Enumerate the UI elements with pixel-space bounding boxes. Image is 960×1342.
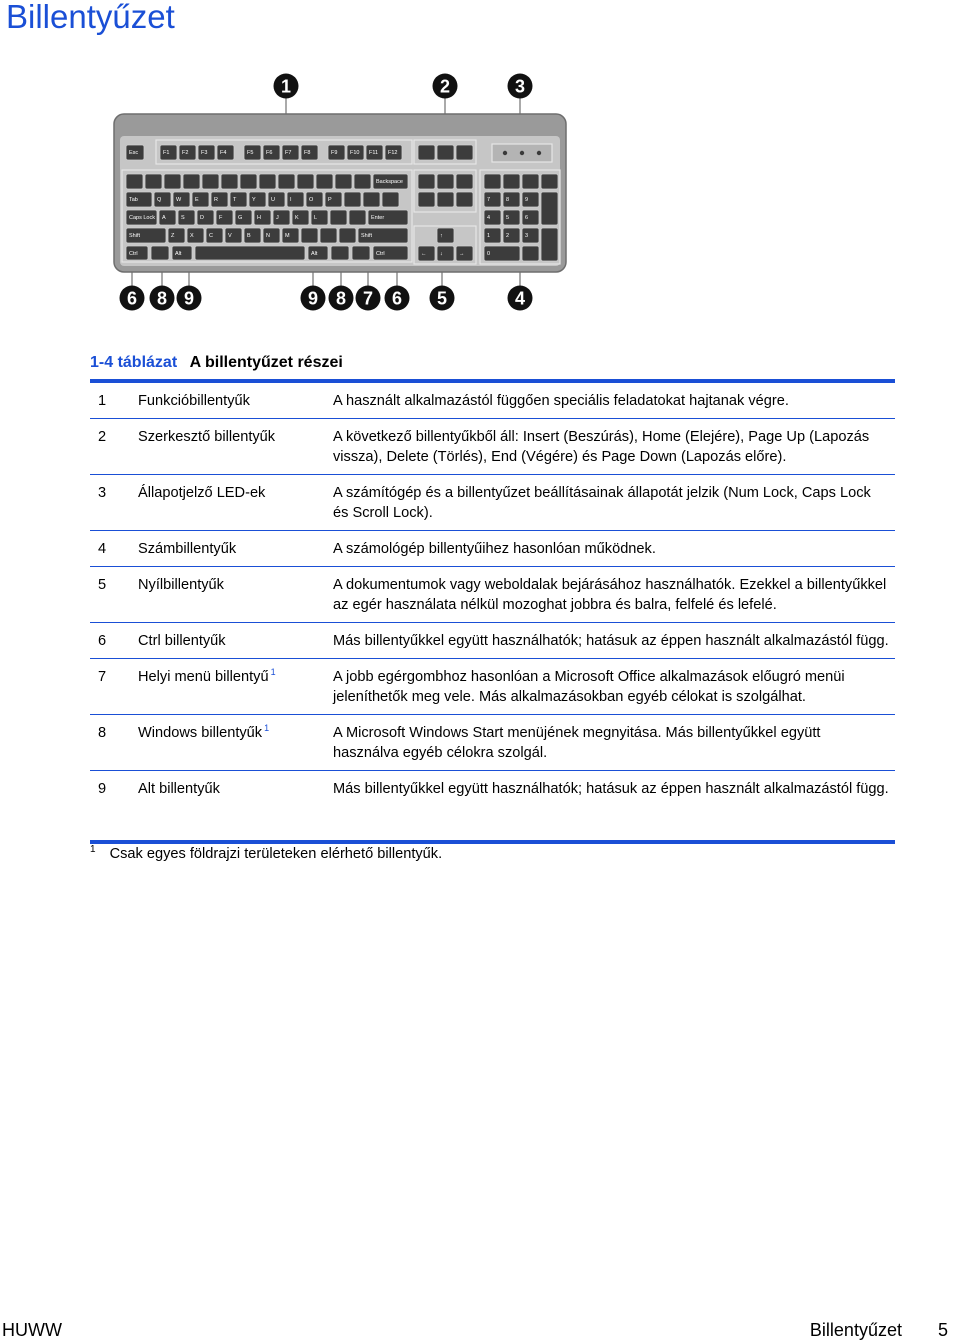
key-label: ↓: [440, 251, 443, 257]
editing-key: [437, 174, 454, 189]
footnote-reference: 1: [264, 723, 270, 734]
key-label: 8: [506, 197, 510, 203]
key-label: F10: [350, 150, 360, 156]
row-key-name-text: Szerkesztő billentyűk: [138, 429, 276, 445]
footer-page-number: 5: [937, 1320, 948, 1340]
row-key-name-text: Helyi menü billentyű: [138, 669, 269, 685]
key-label: ←: [421, 251, 427, 257]
key-label: Z: [171, 233, 175, 239]
punctuation-key: [330, 210, 347, 225]
row-number: 8: [98, 725, 107, 741]
key-label: R: [214, 197, 218, 203]
key-label: D: [200, 215, 204, 221]
key-label: Alt: [311, 251, 318, 257]
table-row: [90, 531, 895, 567]
editing-key: [437, 145, 454, 160]
keyboard-figure: [108, 62, 578, 320]
row-description: A dokumentumok vagy weboldalak bejárásához használhatók. Ezekkel a billentyűkkel az egér használata nélkül mozoghat jobbra és balra, felfelé és lefelé.: [333, 577, 887, 613]
key-label: Caps Lock: [129, 215, 155, 221]
number-row-key: [202, 174, 219, 189]
key-label: F4: [220, 150, 227, 156]
row-key-name: [138, 391, 333, 411]
row-number: 6: [98, 633, 107, 649]
key-label: 3: [525, 233, 529, 239]
numpad-key: [522, 174, 539, 189]
key-label: F11: [369, 150, 379, 156]
key-label: W: [176, 197, 182, 203]
editing-key: [456, 174, 473, 189]
parts-table: [90, 383, 895, 806]
editing-key: [456, 192, 473, 207]
punctuation-key: [320, 228, 337, 243]
row-key-name: [138, 483, 333, 523]
key-label: N: [266, 233, 270, 239]
status-led: [520, 151, 524, 155]
numpad-decimal-key: [522, 246, 539, 261]
row-key-name-text: Ctrl billentyűk: [138, 633, 226, 649]
key-label: 2: [506, 233, 510, 239]
key-label: 9: [525, 197, 529, 203]
callout-number: 9: [307, 288, 319, 309]
table-row: [90, 659, 895, 715]
editing-key: [456, 145, 473, 160]
row-description: Más billentyűkkel együtt használhatók; hatásuk az éppen használt alkalmazástól függ.: [333, 633, 889, 649]
footnote-text: Csak egyes földrajzi területeken elérhető billentyűk.: [109, 846, 443, 862]
menu-key: [352, 246, 370, 260]
key-label: 1: [487, 233, 491, 239]
number-row-key: [126, 174, 143, 189]
key-label: F6: [266, 150, 273, 156]
key-label: U: [271, 197, 275, 203]
row-key-name: [138, 427, 333, 467]
row-number: 4: [98, 541, 107, 557]
row-key-name: [138, 575, 333, 615]
right-windows-key: [331, 246, 349, 260]
row-key-name-text: Funkcióbillentyűk: [138, 393, 250, 409]
numpad-plus-key: [541, 192, 558, 225]
punctuation-key: [349, 210, 366, 225]
row-key-name-text: Windows billentyűk: [138, 725, 263, 741]
table-number: 1-4 táblázat: [90, 354, 178, 371]
key-label: T: [233, 197, 237, 203]
table-row: [90, 475, 895, 531]
callout-number: 7: [362, 288, 374, 309]
status-led: [537, 151, 541, 155]
key-label: Backspace: [376, 179, 403, 185]
number-row-key: [221, 174, 238, 189]
key-label: 5: [506, 215, 510, 221]
key-label: Shift: [361, 233, 373, 239]
key-label: K: [295, 215, 299, 221]
row-number: 5: [98, 577, 107, 593]
left-windows-key: [151, 246, 169, 260]
table-row: [90, 383, 895, 419]
key-label: F1: [163, 150, 170, 156]
key-label: M: [285, 233, 290, 239]
callout-number: 2: [439, 76, 451, 97]
row-number: 3: [98, 485, 107, 501]
callout-number: 5: [436, 288, 448, 309]
row-key-name: [138, 667, 333, 707]
numpad-key: [484, 174, 501, 189]
key-label: 6: [525, 215, 529, 221]
key-label: X: [190, 233, 194, 239]
row-description: A jobb egérgombhoz hasonlóan a Microsoft Office alkalmazások előugró menüi jeleníthetők meg vele. Más alkalmazásokban egyéb célokat is szolgálhat.: [333, 669, 845, 705]
callout-number: 1: [280, 76, 292, 97]
number-row-key: [145, 174, 162, 189]
row-description: A számítógép és a billentyűzet beállításainak állapotát jelzik (Num Lock, Caps Lock és Scroll Lock).: [333, 485, 871, 521]
callout-number: 6: [126, 288, 138, 309]
row-number: 2: [98, 429, 107, 445]
key-label: Alt: [175, 251, 182, 257]
key-label: A: [162, 215, 166, 221]
key-label: G: [238, 215, 243, 221]
punctuation-key: [339, 228, 356, 243]
key-label: F12: [388, 150, 398, 156]
key-label: Y: [252, 197, 256, 203]
key-label: S: [181, 215, 185, 221]
row-key-name: [138, 779, 333, 799]
table-bottom-rule: [90, 840, 895, 844]
row-key-name-text: Állapotjelző LED-ek: [138, 485, 266, 501]
bracket-key: [382, 192, 399, 207]
numpad-key: [503, 174, 520, 189]
table-row: [90, 623, 895, 659]
key-label: P: [328, 197, 332, 203]
row-description: Más billentyűkkel együtt használhatók; hatásuk az éppen használt alkalmazástól függ.: [333, 781, 889, 797]
number-row-key: [164, 174, 181, 189]
number-row-key: [183, 174, 200, 189]
table-row: [90, 771, 895, 806]
key-label: I: [290, 197, 292, 203]
callout-number: 4: [514, 288, 526, 309]
page-footer: [0, 1318, 960, 1342]
key-label: E: [195, 197, 199, 203]
status-led: [503, 151, 507, 155]
key-label: Shift: [129, 233, 141, 239]
bracket-key: [363, 192, 380, 207]
key-label: 0: [487, 251, 491, 257]
editing-key: [418, 174, 435, 189]
row-key-name: [138, 539, 333, 559]
row-number: 9: [98, 781, 107, 797]
row-description: A következő billentyűkből áll: Insert (Beszúrás), Home (Elejére), Page Up (Lapozás vissza), Delete (Törlés), End (Végére) és Page Down (Lapozás előre).: [333, 429, 870, 465]
row-key-name: [138, 631, 333, 651]
footnote: [90, 846, 442, 862]
footnote-mark: 1: [90, 844, 96, 856]
number-row-key: [240, 174, 257, 189]
number-row-key: [335, 174, 352, 189]
callout-number: 8: [335, 288, 347, 309]
editing-key: [437, 192, 454, 207]
table-row: [90, 567, 895, 623]
number-row-key: [278, 174, 295, 189]
footer-doc-code: HUWW: [2, 1320, 62, 1340]
key-label: F9: [331, 150, 338, 156]
number-row-key: [316, 174, 333, 189]
key-label: B: [247, 233, 251, 239]
key-label: →: [459, 251, 465, 257]
table-title: A billentyűzet részei: [189, 354, 343, 371]
callout-number: 8: [156, 288, 168, 309]
row-key-name-text: Nyílbillentyűk: [138, 577, 224, 593]
table-caption: [90, 354, 343, 372]
key-label: F5: [247, 150, 254, 156]
key-label: ↑: [440, 233, 443, 239]
editing-key: [418, 192, 435, 207]
key-label: 7: [487, 197, 491, 203]
key-label: H: [257, 215, 261, 221]
row-description: A Microsoft Windows Start menüjének megnyitása. Más billentyűkkel együtt használva egyéb célokra szolgál.: [333, 725, 821, 761]
key-label: O: [309, 197, 314, 203]
key-label: Q: [157, 197, 162, 203]
number-row-key: [259, 174, 276, 189]
bracket-key: [344, 192, 361, 207]
key-label: F2: [182, 150, 189, 156]
numpad-key: [541, 174, 558, 189]
key-label: Ctrl: [376, 251, 385, 257]
key-label: Ctrl: [129, 251, 138, 257]
key-label: J: [276, 215, 279, 221]
table-row: [90, 715, 895, 771]
row-description: A használt alkalmazástól függően speciális feladatokat hajtanak végre.: [333, 393, 789, 409]
key-label: L: [314, 215, 318, 221]
keyboard-illustration: [108, 62, 578, 320]
key-label: Tab: [129, 197, 138, 203]
key-label: F3: [201, 150, 208, 156]
key-label: F: [219, 215, 223, 221]
number-row-key: [354, 174, 371, 189]
key-label: Enter: [371, 215, 385, 221]
key-label: 4: [487, 215, 491, 221]
table-row: [90, 419, 895, 475]
row-description: A számológép billentyűihez hasonlóan működnek.: [333, 541, 656, 557]
footer-right: [810, 1320, 948, 1341]
space-bar: [195, 246, 305, 260]
numpad-enter-key: [541, 228, 558, 261]
row-key-name: [138, 723, 333, 763]
footnote-reference: 1: [270, 667, 276, 678]
punctuation-key: [301, 228, 318, 243]
key-label: Esc: [129, 150, 139, 156]
callout-number: 6: [391, 288, 403, 309]
row-key-name-text: Alt billentyűk: [138, 781, 220, 797]
key-label: C: [209, 233, 213, 239]
row-number: 1: [98, 393, 107, 409]
footer-section: Billentyűzet: [809, 1320, 902, 1340]
key-label: V: [228, 233, 232, 239]
editing-key: [418, 145, 435, 160]
callout-number: 3: [514, 76, 526, 97]
page-title: Billentyűzet: [6, 0, 175, 35]
callout-number: 9: [183, 288, 195, 309]
row-number: 7: [98, 669, 107, 685]
row-key-name-text: Számbillentyűk: [138, 541, 237, 557]
key-label: F8: [304, 150, 311, 156]
number-row-key: [297, 174, 314, 189]
key-label: F7: [285, 150, 292, 156]
